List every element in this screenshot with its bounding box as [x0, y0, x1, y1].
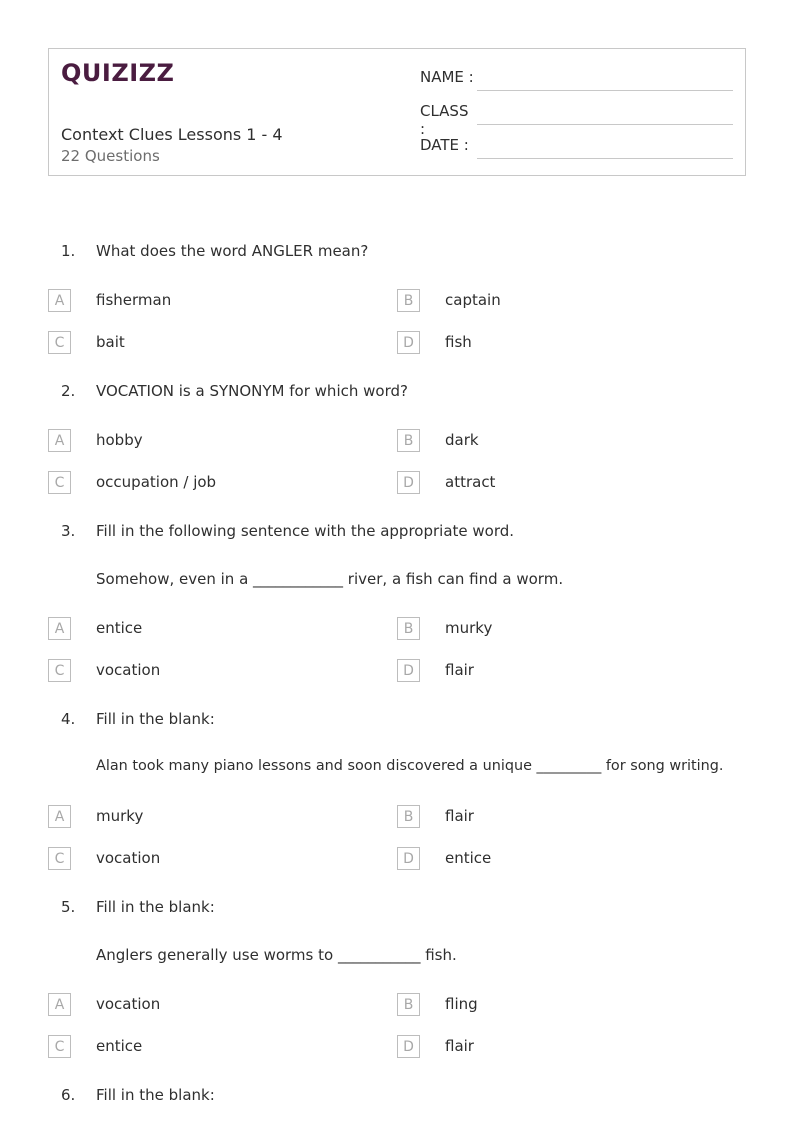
- worksheet-header: [48, 48, 746, 176]
- question-text: Fill in the blank:: [96, 710, 215, 728]
- option-text: entice: [96, 1037, 143, 1055]
- option-text: dark: [445, 431, 479, 449]
- option-letter[interactable]: B: [397, 617, 420, 640]
- quizizz-logo: QUIZIZZ: [61, 59, 175, 87]
- question-number: 3.: [61, 522, 76, 540]
- option-text: bait: [96, 333, 125, 351]
- option-text: fling: [445, 995, 478, 1013]
- option-letter[interactable]: C: [48, 1035, 71, 1058]
- option-text: entice: [96, 619, 143, 637]
- option-letter[interactable]: B: [397, 289, 420, 312]
- option-letter[interactable]: A: [48, 429, 71, 452]
- option-letter[interactable]: D: [397, 847, 420, 870]
- option-text: flair: [445, 1037, 474, 1055]
- option-letter[interactable]: A: [48, 993, 71, 1016]
- option-letter[interactable]: D: [397, 659, 420, 682]
- question-text: VOCATION is a SYNONYM for which word?: [96, 382, 408, 400]
- question-number: 1.: [61, 242, 76, 260]
- question-count: 22 Questions: [61, 147, 160, 165]
- option-text: vocation: [96, 995, 161, 1013]
- option-letter[interactable]: C: [48, 659, 71, 682]
- worksheet-title: Context Clues Lessons 1 - 4: [61, 125, 283, 144]
- option-text: vocation: [96, 661, 161, 679]
- option-letter[interactable]: A: [48, 289, 71, 312]
- option-text: flair: [445, 661, 474, 679]
- option-text: attract: [445, 473, 496, 491]
- option-text: captain: [445, 291, 501, 309]
- option-letter[interactable]: B: [397, 993, 420, 1016]
- option-letter[interactable]: C: [48, 331, 71, 354]
- name-line[interactable]: [477, 90, 733, 91]
- option-letter[interactable]: B: [397, 429, 420, 452]
- class-line[interactable]: [477, 124, 733, 125]
- option-text: entice: [445, 849, 492, 867]
- question-number: 2.: [61, 382, 76, 400]
- option-text: vocation: [96, 849, 161, 867]
- question-sentence: Anglers generally use worms to ___________ fish.: [96, 946, 457, 964]
- option-text: murky: [96, 807, 144, 825]
- option-text: fish: [445, 333, 472, 351]
- date-field[interactable]: [420, 136, 476, 154]
- option-letter[interactable]: D: [397, 1035, 420, 1058]
- option-text: flair: [445, 807, 474, 825]
- question-text: Fill in the blank:: [96, 1086, 215, 1104]
- option-text: fisherman: [96, 291, 172, 309]
- option-letter[interactable]: C: [48, 847, 71, 870]
- question-text: Fill in the following sentence with the appropriate word.: [96, 522, 515, 540]
- option-letter[interactable]: B: [397, 805, 420, 828]
- question-text: Fill in the blank:: [96, 898, 215, 916]
- class-field[interactable]: [420, 102, 476, 138]
- name-field[interactable]: [420, 68, 476, 86]
- option-text: hobby: [96, 431, 143, 449]
- name-label: NAME :: [420, 68, 474, 86]
- option-letter[interactable]: D: [397, 331, 420, 354]
- option-text: murky: [445, 619, 493, 637]
- date-label: DATE :: [420, 136, 469, 154]
- question-sentence: Somehow, even in a ____________ river, a fish can find a worm.: [96, 570, 564, 588]
- option-letter[interactable]: A: [48, 805, 71, 828]
- option-text: occupation / job: [96, 473, 217, 491]
- question-number: 5.: [61, 898, 76, 916]
- option-letter[interactable]: D: [397, 471, 420, 494]
- option-letter[interactable]: A: [48, 617, 71, 640]
- question-sentence: Alan took many piano lessons and soon discovered a unique _________ for song writing.: [96, 758, 724, 774]
- question-number: 4.: [61, 710, 76, 728]
- question-text: What does the word ANGLER mean?: [96, 242, 369, 260]
- option-letter[interactable]: C: [48, 471, 71, 494]
- class-label: CLASS :: [420, 102, 469, 138]
- question-number: 6.: [61, 1086, 76, 1104]
- date-line[interactable]: [477, 158, 733, 159]
